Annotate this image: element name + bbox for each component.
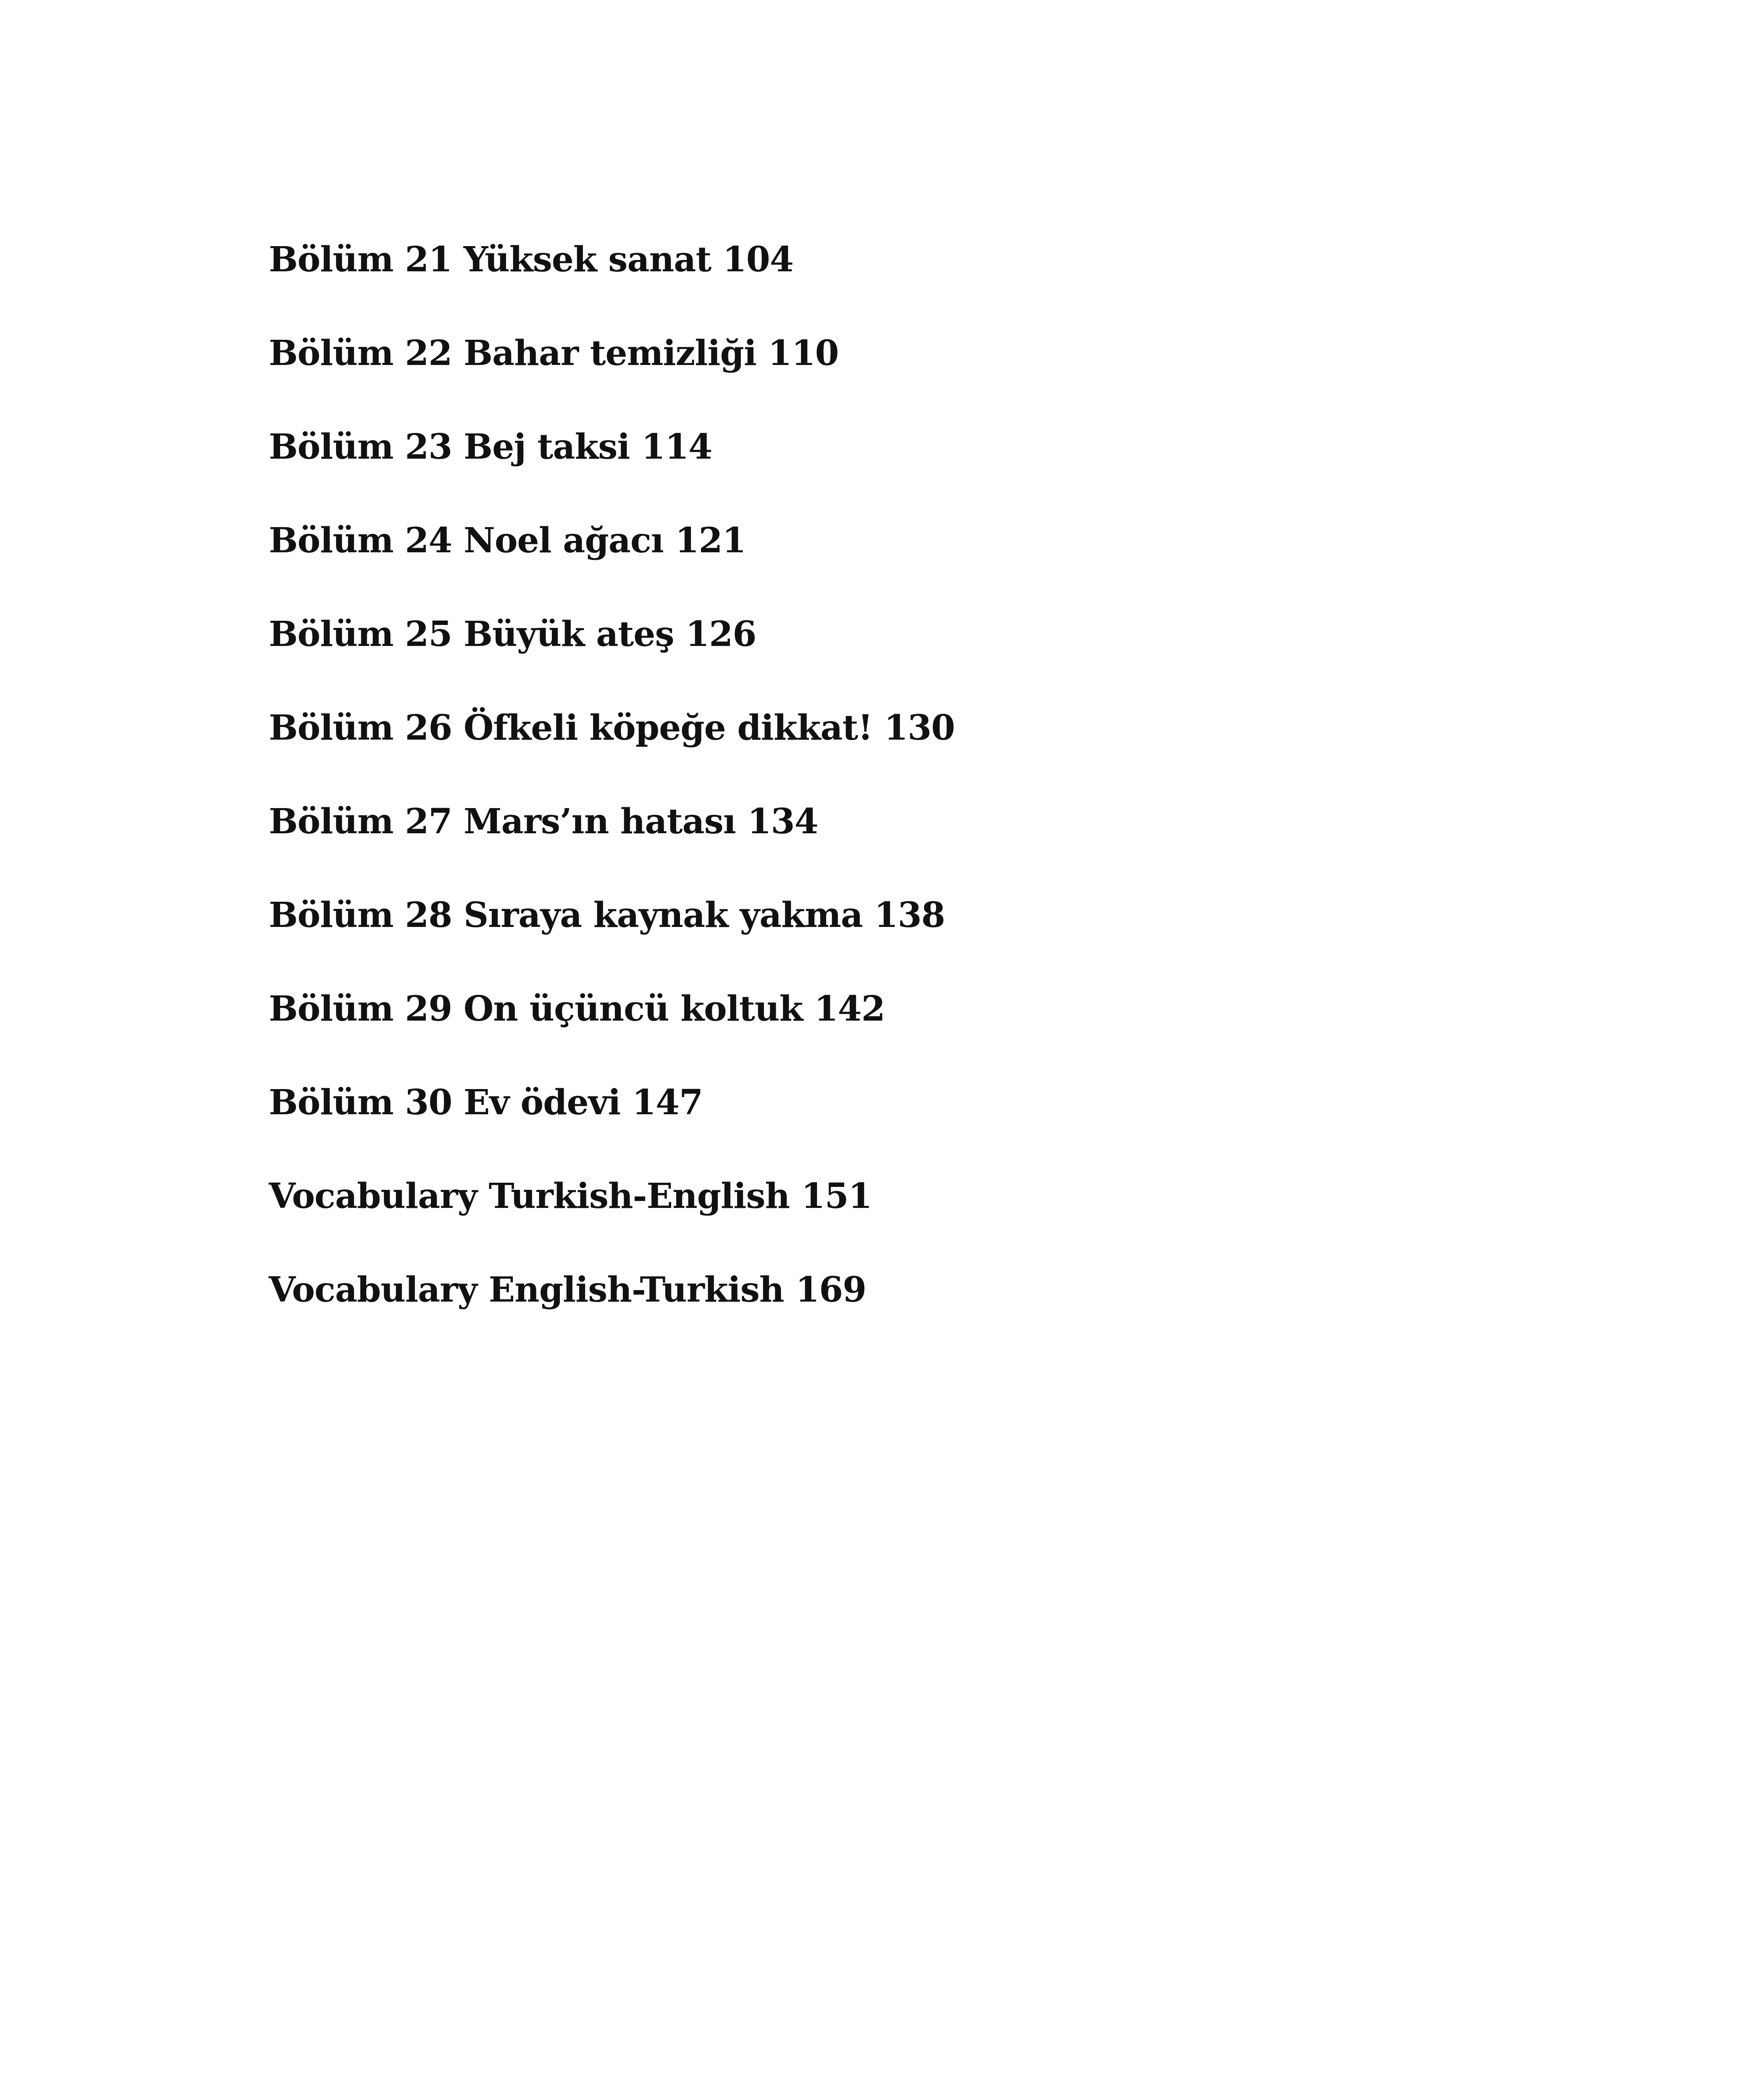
- toc-entry-chapter-29: Bölüm 29 On üçüncü koltuk 142: [269, 989, 885, 1029]
- toc-entry-chapter-22: Bölüm 22 Bahar temizliği 110: [269, 333, 839, 373]
- toc-entry-chapter-23: Bölüm 23 Bej taksi 114: [269, 427, 712, 467]
- toc-entry-vocabulary-english-turkish: Vocabulary English-Turkish 169: [269, 1270, 866, 1310]
- toc-entry-chapter-28: Bölüm 28 Sıraya kaynak yakma 138: [269, 895, 945, 935]
- table-of-contents: [269, 239, 955, 1362]
- toc-entry-chapter-24: Bölüm 24 Noel ağacı 121: [269, 520, 746, 561]
- toc-entry-vocabulary-turkish-english: Vocabulary Turkish-English 151: [269, 1176, 872, 1216]
- toc-entry-chapter-21: Bölüm 21 Yüksek sanat 104: [269, 239, 793, 280]
- toc-entry-chapter-26: Bölüm 26 Öfkeli köpeğe dikkat! 130: [269, 708, 955, 748]
- toc-entry-chapter-30: Bölüm 30 Ev ödevi 147: [269, 1082, 703, 1123]
- toc-entry-chapter-25: Bölüm 25 Büyük ateş 126: [269, 614, 756, 654]
- toc-entry-chapter-27: Bölüm 27 Mars’ın hatası 134: [269, 801, 818, 842]
